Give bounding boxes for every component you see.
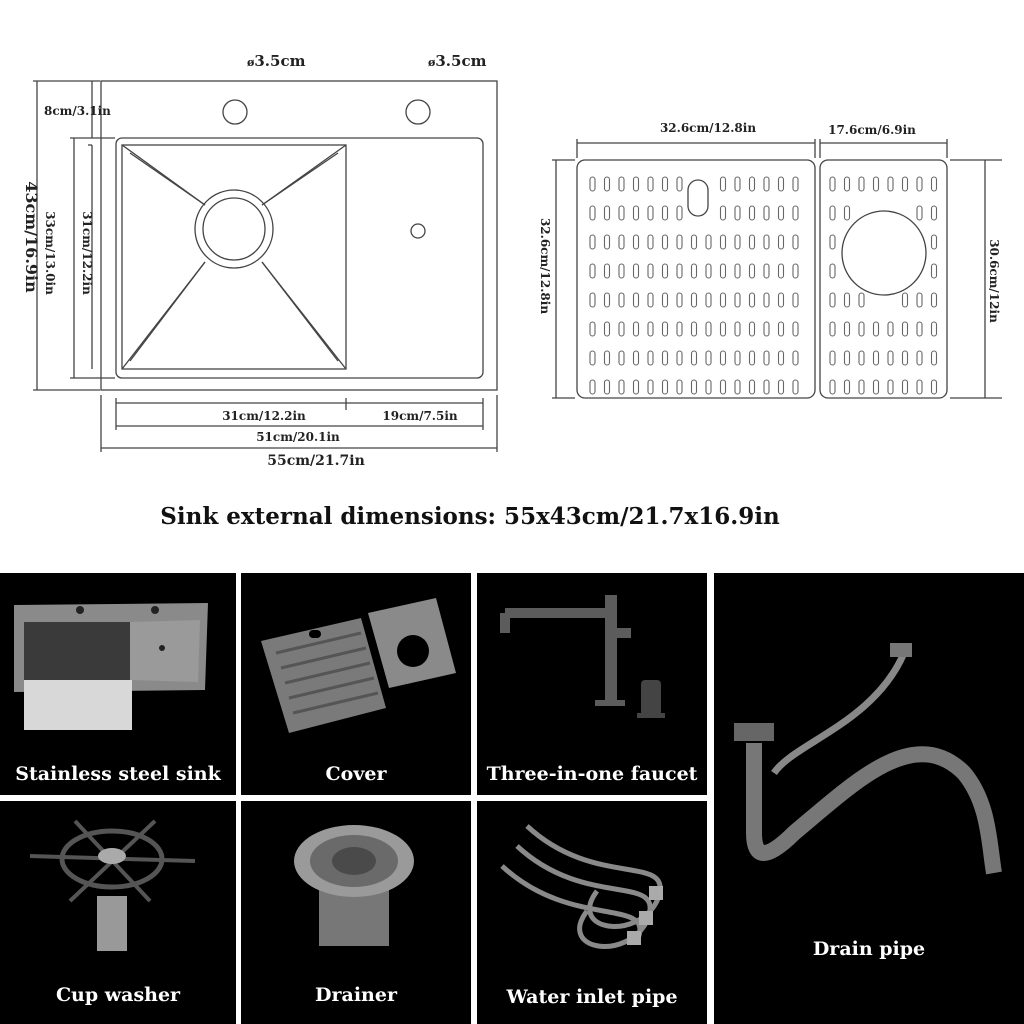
cover-image bbox=[241, 573, 471, 795]
cover-slot bbox=[750, 293, 755, 307]
cover-slot bbox=[830, 206, 835, 220]
cover-slot bbox=[692, 264, 697, 278]
cover-slot bbox=[764, 351, 769, 365]
cover-slot bbox=[619, 293, 624, 307]
cover-slot bbox=[903, 293, 908, 307]
cover-slot bbox=[706, 380, 711, 394]
cover-slot bbox=[917, 322, 922, 336]
cover-slot bbox=[634, 206, 639, 220]
cover-slot bbox=[859, 177, 864, 191]
cover-slot bbox=[830, 293, 835, 307]
cover-slot bbox=[648, 177, 653, 191]
cover-slot bbox=[764, 322, 769, 336]
cover-slot bbox=[903, 177, 908, 191]
cover-slot bbox=[735, 206, 740, 220]
cover-slot bbox=[830, 380, 835, 394]
cover-slot bbox=[648, 322, 653, 336]
cover-slot bbox=[917, 351, 922, 365]
cover-slot bbox=[677, 322, 682, 336]
cover-slot bbox=[764, 293, 769, 307]
product-label-drainpipe: Drain pipe bbox=[812, 938, 926, 960]
sink-outline bbox=[101, 81, 497, 390]
cover-slot bbox=[706, 264, 711, 278]
faucet-hole-left bbox=[223, 100, 247, 124]
cover-slot bbox=[648, 293, 653, 307]
cover-slot bbox=[859, 380, 864, 394]
cover-slot bbox=[932, 206, 937, 220]
cover-slot bbox=[874, 380, 879, 394]
cover-slot bbox=[750, 206, 755, 220]
cover-slot bbox=[779, 264, 784, 278]
cover-slot bbox=[750, 322, 755, 336]
cover-slot bbox=[634, 380, 639, 394]
cover-slot bbox=[917, 177, 922, 191]
cover-slot bbox=[859, 351, 864, 365]
cover-slot bbox=[830, 351, 835, 365]
cover-slot bbox=[648, 264, 653, 278]
cover-slot bbox=[619, 351, 624, 365]
cover-slot bbox=[677, 293, 682, 307]
cover-slot bbox=[692, 322, 697, 336]
cover-slot bbox=[634, 264, 639, 278]
cover-slot bbox=[634, 177, 639, 191]
cover-slot bbox=[663, 322, 668, 336]
cover-slot bbox=[634, 351, 639, 365]
cover-slot bbox=[677, 177, 682, 191]
cover-slot bbox=[619, 264, 624, 278]
outer-width-label: 55cm/21.7in bbox=[267, 453, 365, 469]
cover-slot bbox=[706, 351, 711, 365]
cover-slot bbox=[677, 235, 682, 249]
sink-basin-area bbox=[116, 138, 483, 378]
product-label-sink: Stainless steel sink bbox=[15, 763, 221, 785]
cover-slot bbox=[677, 206, 682, 220]
cover-slot bbox=[677, 380, 682, 394]
product-inletpipe-panel bbox=[477, 801, 707, 1024]
faucet-hole-right bbox=[406, 100, 430, 124]
cover-slot bbox=[706, 293, 711, 307]
cover-slot bbox=[779, 351, 784, 365]
cover-slot bbox=[932, 235, 937, 249]
inner-height-label: 33cm/13.0in bbox=[43, 211, 57, 295]
cover-slot bbox=[874, 322, 879, 336]
cover-slot bbox=[590, 293, 595, 307]
cover-slot bbox=[932, 380, 937, 394]
product-drainpipe-panel bbox=[714, 573, 1024, 1024]
cover-slot bbox=[648, 380, 653, 394]
cover-slot bbox=[721, 351, 726, 365]
inner-width-label: 51cm/20.1in bbox=[256, 430, 340, 444]
cover-slot bbox=[721, 177, 726, 191]
cover-slot bbox=[932, 293, 937, 307]
cover-slot bbox=[888, 322, 893, 336]
product-label-inletpipe: Water inlet pipe bbox=[506, 986, 678, 1008]
ledge-width-label: 19cm/7.5in bbox=[382, 409, 458, 423]
basin-width-label: 31cm/12.2in bbox=[222, 409, 306, 423]
cover-slot bbox=[845, 177, 850, 191]
cover-slot bbox=[917, 380, 922, 394]
product-cover-panel bbox=[241, 573, 471, 795]
cover-slot bbox=[590, 177, 595, 191]
cover-slot bbox=[750, 177, 755, 191]
cover-slot bbox=[605, 380, 610, 394]
cover-slot bbox=[663, 235, 668, 249]
cover-slot bbox=[830, 322, 835, 336]
cover-finger-slot bbox=[688, 180, 708, 216]
cover-slot bbox=[932, 177, 937, 191]
cover-small bbox=[820, 160, 947, 398]
cover-slot bbox=[764, 235, 769, 249]
cover-slot bbox=[590, 380, 595, 394]
cover-slot bbox=[605, 351, 610, 365]
product-label-drainer: Drainer bbox=[315, 984, 397, 1006]
cover-slot bbox=[619, 206, 624, 220]
cover-slot bbox=[663, 351, 668, 365]
cover-slot bbox=[663, 380, 668, 394]
cover-slot bbox=[590, 351, 595, 365]
cover-slot bbox=[874, 177, 879, 191]
cover-slot bbox=[634, 322, 639, 336]
cover-slot bbox=[663, 293, 668, 307]
product-faucet-panel bbox=[477, 573, 707, 795]
cover-slot bbox=[721, 322, 726, 336]
product-label-cupwasher: Cup washer bbox=[55, 984, 181, 1006]
cover-slot bbox=[779, 380, 784, 394]
cover-slot bbox=[605, 206, 610, 220]
cover-slot bbox=[721, 293, 726, 307]
cover-slot bbox=[750, 264, 755, 278]
cover-slot bbox=[793, 235, 798, 249]
cover-slot bbox=[932, 322, 937, 336]
cover-slot bbox=[750, 235, 755, 249]
cover-slot bbox=[764, 264, 769, 278]
cover-slot bbox=[764, 206, 769, 220]
cover-slot bbox=[764, 177, 769, 191]
cover-slot bbox=[735, 235, 740, 249]
cover-slot bbox=[735, 322, 740, 336]
cover-slot bbox=[793, 206, 798, 220]
cover-slot bbox=[845, 206, 850, 220]
cover-small-width-label: 17.6cm/6.9in bbox=[828, 123, 916, 137]
cover-slot bbox=[692, 293, 697, 307]
cover-slot bbox=[663, 264, 668, 278]
cover-small-height-label: 30.6cm/12in bbox=[987, 239, 1001, 323]
cover-slot bbox=[619, 235, 624, 249]
sink-image bbox=[0, 573, 236, 795]
headline: Sink external dimensions: 55x43cm/21.7x16.9in bbox=[160, 503, 780, 530]
cover-slot bbox=[750, 351, 755, 365]
cover-slot bbox=[917, 293, 922, 307]
product-label-cover: Cover bbox=[325, 763, 387, 785]
cover-slot bbox=[619, 177, 624, 191]
cover-slot bbox=[605, 177, 610, 191]
cover-slot bbox=[634, 293, 639, 307]
hole-left-label: ø3.5cm bbox=[247, 52, 306, 70]
cover-slot bbox=[648, 235, 653, 249]
cover-slot bbox=[793, 264, 798, 278]
cover-slot bbox=[735, 351, 740, 365]
product-cupwasher-panel bbox=[0, 801, 236, 1024]
cover-slot bbox=[779, 322, 784, 336]
cover-slot bbox=[888, 177, 893, 191]
cover-slot bbox=[793, 322, 798, 336]
cover-slot bbox=[903, 322, 908, 336]
cover-slot bbox=[721, 235, 726, 249]
cover-slot bbox=[830, 235, 835, 249]
cover-slot bbox=[917, 206, 922, 220]
cover-slot bbox=[932, 351, 937, 365]
cover-slot bbox=[605, 322, 610, 336]
cover-drain-hole bbox=[842, 211, 926, 295]
cover-slot bbox=[793, 351, 798, 365]
cover-slot bbox=[735, 380, 740, 394]
cover-slot bbox=[648, 351, 653, 365]
cover-slot bbox=[845, 380, 850, 394]
cover-slot bbox=[619, 322, 624, 336]
cover-slot bbox=[830, 177, 835, 191]
faucet-image bbox=[477, 573, 707, 795]
faucet-offset-label: 8cm/3.1in bbox=[44, 104, 111, 118]
cover-slot bbox=[721, 380, 726, 394]
cover-slot bbox=[590, 264, 595, 278]
ledge-hole bbox=[411, 224, 425, 238]
cover-slot bbox=[663, 206, 668, 220]
cover-slot bbox=[605, 235, 610, 249]
cover-slot bbox=[721, 264, 726, 278]
cover-large-width-label: 32.6cm/12.8in bbox=[659, 121, 757, 135]
product-label-faucet: Three-in-one faucet bbox=[486, 763, 698, 785]
cover-slot bbox=[590, 322, 595, 336]
dimension-diagram bbox=[0, 0, 1024, 500]
cover-slot bbox=[721, 206, 726, 220]
cover-slot bbox=[590, 206, 595, 220]
cover-slot bbox=[692, 351, 697, 365]
cover-slot bbox=[874, 351, 879, 365]
hole-right-label: ø3.5cm bbox=[428, 52, 487, 70]
cover-slot bbox=[706, 235, 711, 249]
cover-slot bbox=[793, 293, 798, 307]
cover-slot bbox=[764, 380, 769, 394]
cover-slot bbox=[830, 264, 835, 278]
cover-slot bbox=[845, 322, 850, 336]
cover-slot bbox=[779, 235, 784, 249]
cover-slot bbox=[779, 293, 784, 307]
cover-slot bbox=[932, 264, 937, 278]
cover-slot bbox=[590, 235, 595, 249]
cover-slot bbox=[779, 177, 784, 191]
cover-slot bbox=[859, 322, 864, 336]
basin-height-label: 31cm/12.2in bbox=[80, 211, 94, 295]
cover-slot bbox=[692, 380, 697, 394]
cover-slot bbox=[903, 380, 908, 394]
sink-basin bbox=[122, 145, 346, 369]
cover-slot bbox=[845, 293, 850, 307]
outer-height-label: 43cm/16.9in bbox=[22, 181, 41, 293]
cover-slot bbox=[735, 293, 740, 307]
cover-slot bbox=[903, 351, 908, 365]
cover-slot bbox=[845, 351, 850, 365]
cover-slot bbox=[605, 293, 610, 307]
cover-slot bbox=[888, 380, 893, 394]
cover-slot bbox=[605, 264, 610, 278]
cover-slot bbox=[793, 380, 798, 394]
cover-slot bbox=[779, 206, 784, 220]
cover-large-height-label: 32.6cm/12.8in bbox=[538, 217, 552, 315]
cover-slot bbox=[750, 380, 755, 394]
cover-slot bbox=[677, 264, 682, 278]
cover-slot bbox=[663, 177, 668, 191]
product-drainer-panel bbox=[241, 801, 471, 1024]
cover-slot bbox=[859, 293, 864, 307]
cover-slot bbox=[793, 177, 798, 191]
cover-slot bbox=[634, 235, 639, 249]
cover-slot bbox=[888, 351, 893, 365]
drain-ring bbox=[195, 190, 273, 268]
cover-slot bbox=[619, 380, 624, 394]
cover-slot bbox=[648, 206, 653, 220]
cover-slot bbox=[735, 264, 740, 278]
cover-slot bbox=[706, 322, 711, 336]
cover-slot bbox=[692, 235, 697, 249]
cover-slot bbox=[677, 351, 682, 365]
product-sink-panel bbox=[0, 573, 236, 795]
cover-slot bbox=[735, 177, 740, 191]
